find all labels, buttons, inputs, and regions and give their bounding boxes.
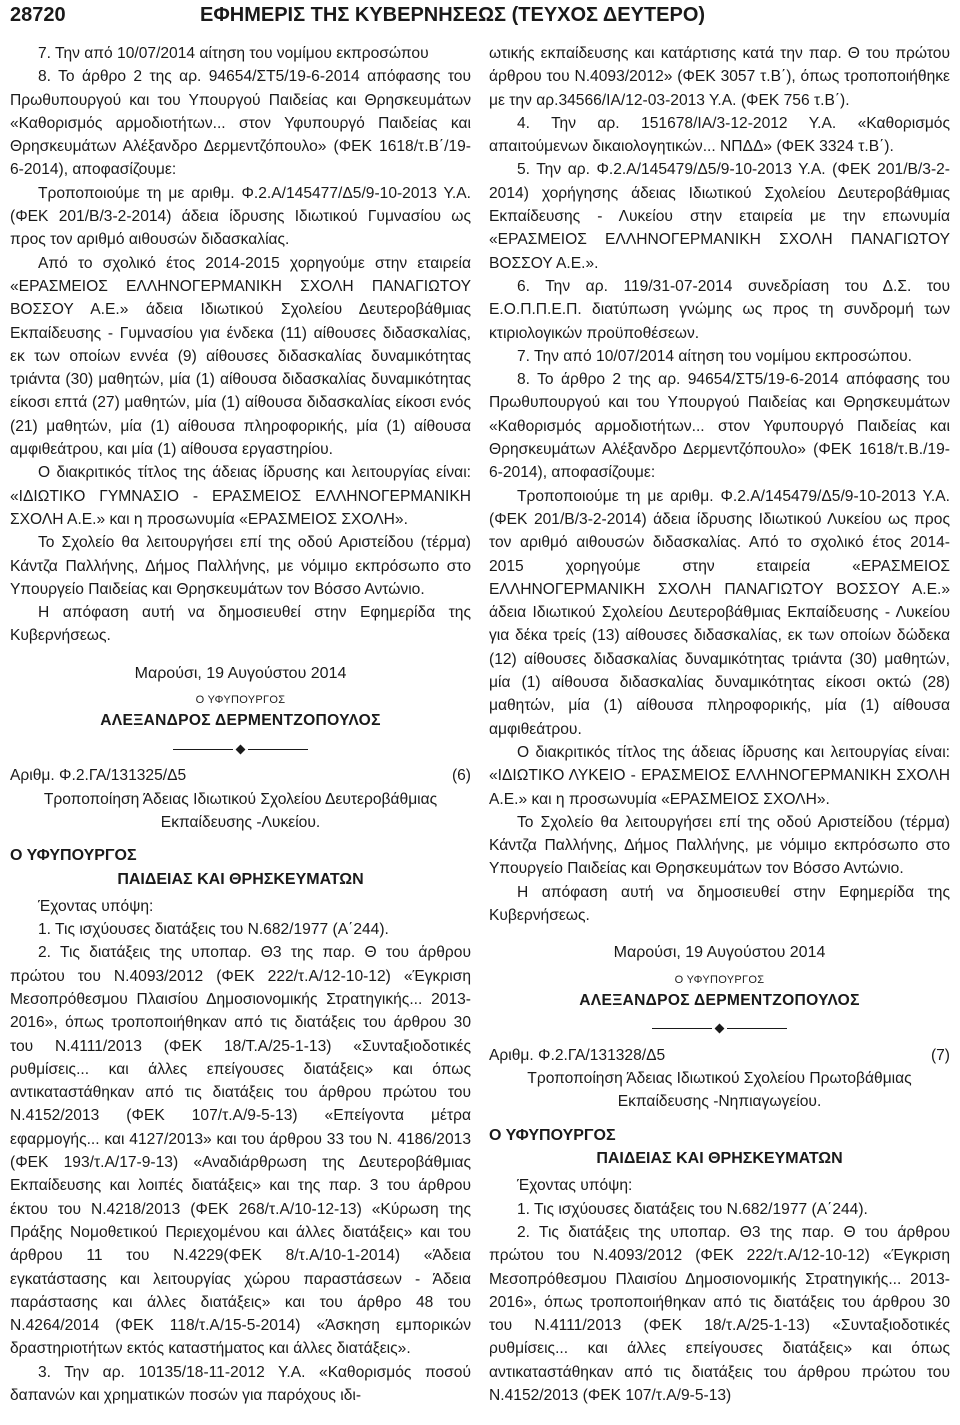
diamond-icon bbox=[236, 744, 246, 754]
paragraph: Το Σχολείο θα λειτουργήσει επί της οδού Αριστείδου (τέρμα) Κάντζα Παλλήνης, Δήμος Παλλήνης, με νόμιμο εκπρόσωπο στο Υπουργείο Παιδείας και Θρησκευμάτων τον Βόσσο Αντώνιο. bbox=[10, 534, 471, 598]
paragraph: ωτικής εκπαίδευσης και κατάρτισης κατά την παρ. Θ του πρώτου άρθρου του Ν.4093/2012» (ΦΕΚ 3057 τ.Β΄), όπως τροποποιήθηκε με την αρ.34566/ΙΑ/12-03-2013 Υ.Α. (ΦΕΚ 756 τ.Β΄). bbox=[489, 45, 950, 109]
separator-ornament bbox=[489, 1018, 950, 1040]
signer-name: ΑΛΕΞΑΝΔΡΟΣ ΔΕΡΜΕΝΤΖΟΠΟΥΛΟΣ bbox=[100, 712, 381, 730]
signer-name: ΑΛΕΞΑΝΔΡΟΣ ΔΕΡΜΕΝΤΖΟΠΟΥΛΟΣ bbox=[579, 991, 860, 1009]
paragraph: Η απόφαση αυτή να δημοσιευθεί στην Εφημερίδα της Κυβερνήσεως. bbox=[489, 883, 950, 924]
paragraph: 8. Το άρθρο 2 της αρ. 94654/ΣΤ5/19-6-2014 απόφασης του Πρωθυπουργού και του Υπουργού Παιδείας και Θρησκευμάτων «Καθορισμός αρμοδιοτήτων... στον Υφυπουργό Παιδείας και Θρησκευμάτων Αλέξανδρο Δερμεντζόπουλο» (ΦΕΚ 1618/τ.Β./19-6-2014), αποφασίζουμε: bbox=[489, 371, 950, 482]
decision-reference bbox=[10, 764, 471, 787]
paragraph: 8. Το άρθρο 2 της αρ. 94654/ΣΤ5/19-6-2014 απόφασης του Πρωθυπουργού και του Υπουργού Παιδείας και Θρησκευμάτων «Καθορισμός αρμοδιοτήτων... στον Υφυπουργό Παιδείας και Θρησκευμάτων Αλέξανδρο Δερμεντζόπουλο» (ΦΕΚ 1618/τ.Β΄/19-6-2014), αποφασίζουμε: bbox=[10, 68, 471, 179]
authority-heading-ministry: ΠΑΙΔΕΙΑΣ ΚΑΙ ΘΡΗΣΚΕΥΜΑΤΩΝ bbox=[596, 1150, 843, 1168]
paragraph: Ο διακριτικός τίτλος της άδειας ίδρυσης και λειτουργίας είναι: «ΙΔΙΩΤΙΚΟ ΛΥΚΕΙΟ - ΕΡΑΣΜΕΙΟΣ ΕΛΛΗΝΟΓΕΡΜΑΝΙΚΗ ΣΧΟΛΗ Α.Ε.» και η προσωνυμία «ΕΡΑΣΜΕΙΟΣ ΣΧΟΛΗ». bbox=[489, 743, 950, 808]
paragraph: Ο διακριτικός τίτλος της άδειας ίδρυσης και λειτουργίας είναι: «ΙΔΙΩΤΙΚΟ ΓΥΜΝΑΣΙΟ - ΕΡΑΣΜΕΙΟΣ ΕΛΛΗΝΟΓΕΡΜΑΝΙΚΗ ΣΧΟΛΗ Α.Ε.» και η προσωνυμία «ΕΡΑΣΜΕΙΟΣ ΣΧΟΛΗ». bbox=[10, 464, 471, 528]
paragraph: 5. Την αρ. Φ.2.Α/145479/Δ5/9-10-2013 Υ.Α. (ΦΕΚ 201/Β/3-2-2014) χορήγησης άδειας Ιδιωτικού Σχολείου Δευτεροβάθμιας Εκπαίδευσης - Λυκείου στην εταιρεία με την επωνυμία «ΕΡΑΣΜΕΙΟΣ ΕΛΛΗΝΟΓΕΡΜΑΝΙΚΗ ΣΧΟΛΗ ΠΑΝΑΓΙΩΤΟΥ ΒΟΣΣΟΥ Α.Ε.». bbox=[489, 161, 950, 272]
decision-number: Αριθμ. Φ.2.ΓΑ/131325/Δ5 bbox=[10, 767, 187, 785]
signer-role: Ο ΥΦΥΠΟΥΡΓΟΣ bbox=[674, 973, 765, 986]
paragraph: 4. Την αρ. 151678/ΙΑ/3-12-2012 Υ.Α. «Καθορισμός απαιτούμενων δικαιολογητικών... ΝΠΔΔ» (ΦΕΚ 3324 τ.Β΄). bbox=[489, 114, 950, 156]
authority-heading: Ο ΥΦΥΠΟΥΡΓΟΣ bbox=[489, 1126, 616, 1144]
page-number: 28720 bbox=[10, 4, 66, 26]
decision-title: Τροποποίηση Άδειας Ιδιωτικού Σχολείου Πρωτοβάθμιας Εκπαίδευσης -Νηπιαγωγείου. bbox=[527, 1070, 912, 1111]
paragraph: 1. Τις ισχύουσες διατάξεις του Ν.682/1977 (Α΄244). bbox=[517, 1200, 868, 1218]
paragraph: 6. Την αρ. 119/31-07-2014 συνεδρίαση του Δ.Σ. του Ε.Ο.Π.Π.Ε.Π. διατύπωση γνώμης ως προς τη συνδρομή των κτιριολογικών προϋποθέσεων. bbox=[489, 277, 950, 342]
paragraph: Έχοντας υπόψη: bbox=[38, 897, 154, 915]
diamond-icon bbox=[715, 1024, 725, 1034]
paragraph: 2. Τις διατάξεις της υποπαρ. Θ3 της παρ. Θ του άρθρου πρώτου του Ν.4093/2012 (ΦΕΚ 222/τ.Α/12-10-12) «Έγκριση Μεσοπρόθεσμου Πλαισίου Δημοσιονομικής Στρατηγικής... 2013-2016», όπως τροποποιήθηκαν από τις διατάξεις του άρθρου 30 του Ν.4111/2013 (ΦΕΚ 18/τ.Α/25-1-13) «Συνταξιοδοτικές ρυθμίσεις... και άλλες επείγουσες διατάξεις» και όπως αντικαταστάθηκαν από τις διατάξεις του άρθρου πρώτου του Ν.4152/2013 (ΦΕΚ 107/τ.Α/9-5-13) bbox=[489, 1223, 950, 1405]
signer-role: Ο ΥΦΥΠΟΥΡΓΟΣ bbox=[195, 694, 286, 707]
paragraph: 7. Την από 10/07/2014 αίτηση του νομίμου εκπροσώπου. bbox=[517, 347, 912, 365]
paragraph: Το Σχολείο θα λειτουργήσει επί της οδού Αριστείδου (τέρμα) Κάντζα Παλλήνης, Δήμος Παλλήνης, με νόμιμο εκπρόσωπο στο Υπουργείο Παιδείας και Θρησκευμάτων τον Βόσσο Αντώνιο. bbox=[489, 813, 950, 878]
paragraph: Έχοντας υπόψη: bbox=[517, 1177, 633, 1195]
decision-reference bbox=[489, 1044, 950, 1067]
paragraph: Από το σχολικό έτος 2014-2015 χορηγούμε στην εταιρεία «ΕΡΑΣΜΕΙΟΣ ΕΛΛΗΝΟΓΕΡΜΑΝΙΚΗ ΣΧΟΛΗ ΠΑΝΑΓΙΩΤΟΥ ΒΟΣΣΟΥ Α.Ε.» άδεια Ιδιωτικού Σχολείου Δευτεροβάθμιας Εκπαίδευσης - Γυμνασίου για ένδεκα (11) αίθουσες διδασκαλίας, εκ των οποίων εννέα (9) αίθουσες διδασκαλίας δυναμικότητας τριάντα (30) μαθητών, μία (1) αίθουσα διδασκαλίας δυναμικότητας είκοσι επτά (27) μαθητών, μία (1) αίθουσα διδασκαλίας είκοσι ενός (21) μαθητών, μία (1) αίθουσα πληροφορικής, μία (1) αίθουσα αμφιθεάτρου, και μία (1) αίθουσα εργαστηρίου. bbox=[10, 254, 471, 459]
authority-heading: Ο ΥΦΥΠΟΥΡΓΟΣ bbox=[10, 847, 137, 865]
place-date: Μαρούσι, 19 Αυγούστου 2014 bbox=[134, 664, 347, 682]
decision-number: Αριθμ. Φ.2.ΓΑ/131328/Δ5 bbox=[489, 1046, 666, 1064]
paragraph: 3. Την αρ. 10135/18-11-2012 Υ.Α. «Καθορισμός ποσού δαπανών και χρηματικών ποσών για παρόχους ιδι- bbox=[10, 1363, 471, 1405]
left-column bbox=[10, 42, 471, 1407]
decision-sequence: (6) bbox=[451, 767, 471, 785]
gazette-title: ΕΦΗΜΕΡΙΣ ΤΗΣ ΚΥΒΕΡΝΗΣΕΩΣ (ΤΕΥΧΟΣ ΔΕΥΤΕΡΟ) bbox=[200, 4, 706, 26]
paragraph: Τροποποιούμε τη με αριθμ. Φ.2.Α/145477/Δ5/9-10-2013 Υ.Α. (ΦΕΚ 201/Β/3-2-2014) άδεια ίδρυσης Ιδιωτικού Γυμνασίου ως προς τον αριθμό αιθουσών διδασκαλίας. bbox=[10, 184, 471, 249]
paragraph: Τροποποιούμε τη με αριθμ. Φ.2.Α/145479/Δ5/9-10-2013 Υ.Α. (ΦΕΚ 201/Β/3-2-2014) άδεια ίδρυσης Ιδιωτικού Λυκείου ως προς τον αριθμό αιθουσών διδασκαλίας. Από το σχολικό έτος 2014-2015 χορηγούμε στην εταιρεία «ΕΡΑΣΜΕΙΟΣ ΕΛΛΗΝΟΓΕΡΜΑΝΙΚΗ ΣΧΟΛΗ ΠΑΝΑΓΙΩΤΟΥ ΒΟΣΣΟΥ Α.Ε.» άδεια Ιδιωτικού Σχολείου Δευτεροβάθμιας Εκπαίδευσης - Λυκείου για δέκα τρείς (13) αίθουσες διδασκαλίας, εκ των οποίων δώδεκα (12) αίθουσες διδασκαλίας δυναμικότητας τριάντα (30) μαθητών, μία (1) αίθουσα διδασκαλίας δυναμικότητας είκοσι οκτώ (28) μαθητών, μία (1) αίθουσα πληροφορικής, μία (1) αίθουσα αμφιθεάτρου. bbox=[489, 487, 950, 738]
right-column bbox=[489, 42, 950, 1407]
page-header bbox=[10, 0, 950, 42]
paragraph: 2. Τις διατάξεις της υποπαρ. Θ3 της παρ. Θ του άρθρου πρώτου του Ν.4093/2012 (ΦΕΚ 222/τ.Α/12-10-12) «Έγκριση Μεσοπρόθεσμου Πλαισίου Δημοσιονομικής Στρατηγικής... 2013-2016», όπως τροποποιήθηκαν από τις διατάξεις του άρθρου 30 του Ν.4111/2013 (ΦΕΚ 18/Τ.Α/25-1-13) «Συνταξιοδοτικές ρυθμίσεις... και άλλες επείγουσες διατάξεις» και όπως αντικαταστάθηκαν από τις διατάξεις του άρθρου πρώτου του Ν.4152/2013 (ΦΕΚ 107/τ.Α/9-5-13) «Επείγοντα μέτρα εφαρμογής... και 4127/2013» και του άρθρου 33 του Ν. 4186/2013 (ΦΕΚ 193/τ.Α/17-9-13) «Αναδιάρθρωση της Δευτεροβάθμιας Εκπαίδευσης και λοιπές διατάξεις» και της παρ. 3 του άρθρου έκτου του Ν.4218/2013 (ΦΕΚ 268/τ.Α/10-12-13) «Κύρωση της Πράξης Νομοθετικού Περιεχομένου και άλλες διατάξεις» και του άρθρου 11 του Ν.4229(ΦΕΚ 8/τ.Α/10-1-2014) «Άδεια εγκατάστασης και λειτουργίας χώρου παραστάσεων - Άδεια παράστασης και άλλες διατάξεις» και του άρθρο 48 του Ν.4264/2014 (ΦΕΚ 118/τ.Α/15-5-2014) «Άσκηση εμπορικών δραστηριοτήτων εκτός καταστήματος και άλλες διατάξεις». bbox=[10, 944, 471, 1358]
paragraph: 7. Την από 10/07/2014 αίτηση του νομίμου εκπροσώπου bbox=[38, 45, 429, 62]
authority-heading-ministry: ΠΑΙΔΕΙΑΣ ΚΑΙ ΘΡΗΣΚΕΥΜΑΤΩΝ bbox=[117, 870, 364, 888]
separator-ornament bbox=[10, 738, 471, 760]
decision-title: Τροποποίηση Άδειας Ιδιωτικού Σχολείου Δευτεροβάθμιας Εκπαίδευσης -Λυκείου. bbox=[43, 790, 438, 831]
text-columns bbox=[10, 42, 950, 1407]
paragraph: Η απόφαση αυτή να δημοσιευθεί στην Εφημερίδα της Κυβερνήσεως. bbox=[10, 604, 471, 645]
decision-sequence: (7) bbox=[930, 1046, 950, 1064]
place-date: Μαρούσι, 19 Αυγούστου 2014 bbox=[613, 944, 826, 962]
paragraph: 1. Τις ισχύουσες διατάξεις του Ν.682/1977 (Α΄244). bbox=[38, 921, 389, 939]
